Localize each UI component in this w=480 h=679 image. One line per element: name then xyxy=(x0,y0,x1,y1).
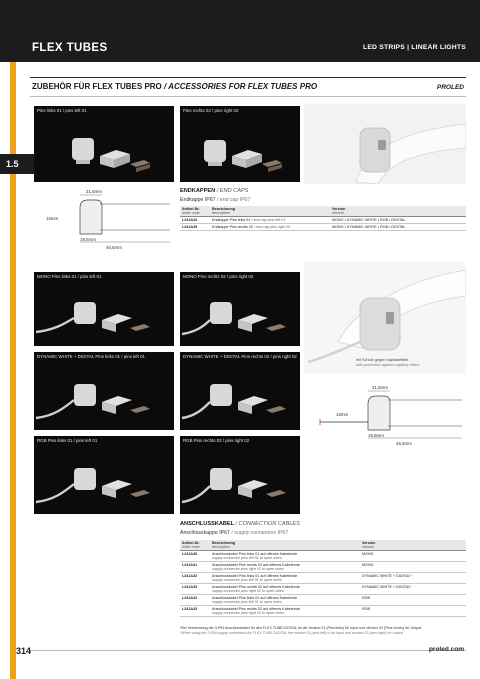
endcap-photo-right xyxy=(180,106,300,182)
description: Anschlusskabel Pins rechts 02 auf offenes Kabelende supply connector pins right 02 to open wires xyxy=(210,584,360,595)
page-header xyxy=(0,0,480,62)
order-code: L241A32 xyxy=(180,595,210,606)
endcap-dimension-drawing xyxy=(44,186,172,252)
brand-logo: PROLED xyxy=(436,84,464,91)
description: Endkappe Pins rechts 02 / end cap pins right 02 xyxy=(210,224,330,231)
dim-bottom-1: 19,5mm xyxy=(80,237,96,242)
endcaps-table xyxy=(180,206,466,231)
table-row xyxy=(180,573,466,584)
photo-caption: Pins rechts 02 / pins right 02 xyxy=(183,108,239,113)
table-row xyxy=(180,224,466,231)
photo-caption: DYNAMIC WHITE + DIGITAL Pins rechts 02 / pins right 02 xyxy=(183,354,297,359)
photo-caption: RGB Pins rechts 02 / pins right 02 xyxy=(183,438,250,443)
version: DYNAMIC WHITE + DIGITAL* xyxy=(360,584,466,595)
flex-tube-illustration xyxy=(304,104,466,184)
connection-title: ANSCHLUSSKABEL / CONNECTION CABLES xyxy=(180,521,300,527)
version: RGB xyxy=(360,606,466,617)
photo-caption: MONO Pins links 01 / pins left 01 xyxy=(37,274,102,279)
version: MONO xyxy=(360,562,466,573)
capillary-note: mit Schutz gegen Kapillareffekt with protection against capillary effect xyxy=(356,358,420,367)
section-number-tab: 1.5 xyxy=(0,154,36,174)
order-code: L241A32 xyxy=(180,573,210,584)
version: MONO xyxy=(360,551,466,562)
cable-photo-mono-left xyxy=(34,272,174,346)
divider xyxy=(30,77,466,78)
photo-caption: MONO Pins rechts 02 / pins right 02 xyxy=(183,274,254,279)
page-number: 314 xyxy=(16,646,32,656)
flex-tube-photo xyxy=(304,104,466,184)
connection-subtitle: Anschlusskappe IP67 / supply connectors IP67 xyxy=(180,530,289,536)
cable-photo-dynamic-right xyxy=(180,352,300,430)
page-subheading xyxy=(32,82,317,91)
dim-top: 21,5mm xyxy=(86,189,102,194)
col-header-description: Bezeichnung description xyxy=(210,206,330,217)
photo-caption: Pins links 01 / pins left 01 xyxy=(37,108,87,113)
dim-bottom-2: 46,5mm xyxy=(396,441,412,446)
col-header-version: Version version xyxy=(330,206,466,217)
description: Anschlusskabel Pins rechts 02 auf offenes Kabelende supply connector pins right 02 to open wires xyxy=(210,562,360,573)
version: MONO • DYNAMIC WHITE • RGB • DIGITAL xyxy=(330,224,466,231)
table-row xyxy=(180,551,466,562)
cable-photo-rgb-right xyxy=(180,436,300,514)
col-header-code: Artikel-Nr. order code xyxy=(180,540,210,551)
cable-dimension-drawing xyxy=(304,382,464,452)
dim-bottom-2: 46,5mm xyxy=(106,245,122,250)
table-row xyxy=(180,562,466,573)
dim-left: 16mm xyxy=(336,412,349,417)
dim-top: 21,5mm xyxy=(372,385,388,390)
table-header-row xyxy=(180,540,466,551)
version: MONO • DYNAMIC WHITE • RGB • DIGITAL xyxy=(330,217,466,224)
endcap-parts-illustration xyxy=(34,106,174,182)
photo-caption: DYNAMIC WHITE + DIGITAL Pins links 01 / pins left 01 xyxy=(37,354,145,359)
col-header-version: Version version xyxy=(360,540,466,551)
table-row xyxy=(180,217,466,224)
subheading-en: / ACCESSORIES FOR FLEX TUBES PRO xyxy=(164,82,318,91)
version: DYNAMIC WHITE + DIGITAL* xyxy=(360,573,466,584)
table-row xyxy=(180,595,466,606)
table-header-row xyxy=(180,206,466,217)
website-link[interactable]: proled.com xyxy=(428,646,464,653)
description: Anschlusskabel Pins links 01 auf offenes Kabelende supply connector pins left 01 to open wires xyxy=(210,573,360,584)
dim-left: 16mm xyxy=(46,216,59,221)
version: RGB xyxy=(360,595,466,606)
endcap-parts-illustration xyxy=(180,106,300,182)
table-row xyxy=(180,606,466,617)
col-header-code: Artikel-Nr. order code xyxy=(180,206,210,217)
divider xyxy=(30,96,466,97)
order-code: L241A35 xyxy=(180,224,210,231)
cable-photo-rgb-left xyxy=(34,436,174,514)
photo-caption: RGB Pins links 01 / pins left 01 xyxy=(37,438,98,443)
catalog-section-title: FLEX TUBES xyxy=(32,42,108,54)
description: Anschlusskabel Pins rechts 02 auf offenes Kabelende supply connector pins right 02 to open wires xyxy=(210,606,360,617)
description: Endkappe Pins links 01 / end cap pins left 01 xyxy=(210,217,330,224)
cable-photo-mono-right xyxy=(180,272,300,346)
subheading-de: ZUBEHÖR FÜR FLEX TUBES PRO xyxy=(32,82,162,91)
col-header-description: Bezeichnung description xyxy=(210,540,360,551)
endcaps-title: ENDKAPPEN / END CAPS xyxy=(180,188,249,194)
order-code: L241A33 xyxy=(180,584,210,595)
cable-photo-dynamic-left xyxy=(34,352,174,430)
endcap-photo-left xyxy=(34,106,174,182)
endcaps-subtitle: Endkappe IP67 / end cap IP67 xyxy=(180,197,251,203)
order-code: L241A31 xyxy=(180,562,210,573)
table-row xyxy=(180,584,466,595)
footer-divider xyxy=(30,650,466,651)
dim-bottom-1: 19,5mm xyxy=(368,433,384,438)
description: Anschlusskabel Pins links 01 auf offenes Kabelende supply connector pins left 01 to open wires xyxy=(210,595,360,606)
description: Anschlusskabel Pins links 01 auf offenes Kabelende supply connector pins left 01 to open wires xyxy=(210,551,360,562)
connection-table xyxy=(180,540,466,617)
footnote: *Bei Verwendung der 3-PIN Anschlusskabel für den FLEX TUBE DIGITAL ist die Version 01 (Pins links) für Input und Version 02 (Pins rechts) für Output. *When using the 3-PIN supply connectors for FLEX TUBE DIGITAL the version 01 (pins left) is for input and version 02 (pins right) for output. xyxy=(180,626,423,635)
order-code: L241A30 xyxy=(180,551,210,562)
order-code: L241A33 xyxy=(180,606,210,617)
category-nav: LED STRIPS | LINEAR LIGHTS xyxy=(362,44,466,51)
order-code: L241A34 xyxy=(180,217,210,224)
